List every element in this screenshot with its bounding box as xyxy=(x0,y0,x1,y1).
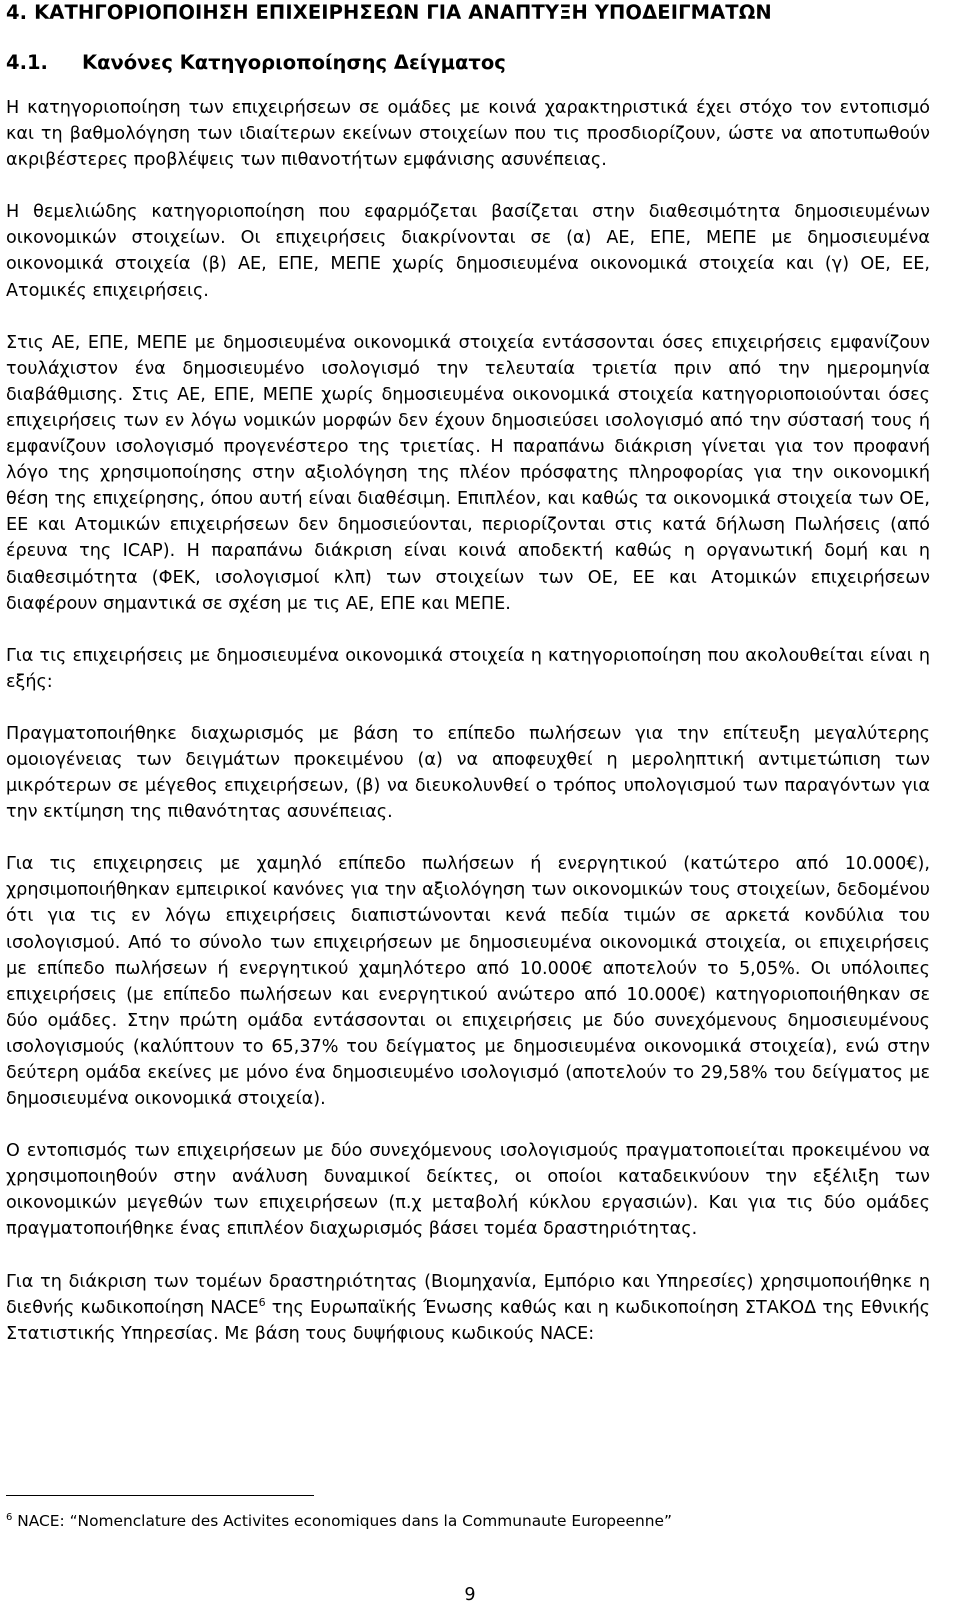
paragraph xyxy=(6,1269,930,1347)
paragraph: Η θεμελιώδης κατηγοριοποίηση που εφαρμόζεται βασίζεται στην διαθεσιμότητα δημοσιευμένων οικονομικών στοιχείων. Οι επιχειρήσεις διακρίνονται σε (α) ΑΕ, ΕΠΕ, ΜΕΠΕ με δημοσιευμένα οικονομικά στοιχεία (β) ΑΕ, ΕΠΕ, ΜΕΠΕ χωρίς δημοσιευμένα οικονομικά στοιχεία και (γ) ΟΕ, ΕΕ, Ατομικές επιχειρήσεις. xyxy=(6,202,930,301)
paragraph: Για τις επιχειρησεις με χαμηλό επίπεδο πωλήσεων ή ενεργητικού (κατώτερο από 10.000€), χρησιμοποιήθηκαν εμπειρικοί κανόνες για την αξιολόγηση των οικονομικών τους στοιχείων, δεδομένου ότι για τις εν λόγω επιχειρήσεις διαπιστώνονται κενά πεδία τιμών σε αρκετά κονδύλια του ισολογισμού. Από το σύνολο των επιχειρήσεων με δημοσιευμένα οικονομικά στοιχεία, οι επιχειρήσεις με επίπεδο πωλήσεων ή ενεργητικού χαμηλότερο από 10.000€ αποτελούν το 5,05%. Οι υπόλοιπες επιχειρήσεις (με επίπεδο πωλήσεων και ενεργητικού ανώτερο από 10.000€) κατηγοριοποιήθηκαν σε δύο ομάδες. Στην πρώτη ομάδα εντάσσονται οι επιχειρήσεις με δύο συνεχόμενους δημοσιευμένους ισολογισμούς (καλύπτουν το 65,37% του δείγματος με δημοσιευμένα οικονομικά στοιχεία), ενώ στην δεύτερη ομάδα εκείνες με μόνο ένα δημοσιευμένο ισολογισμό (αποτελούν το 29,58% του δείγματος με δημοσιευμένα οικονομικά στοιχεία). xyxy=(6,854,930,1110)
footnote-reference[interactable]: 6 xyxy=(258,1295,266,1309)
footnote xyxy=(6,1510,672,1532)
subsection-number: 4.1. xyxy=(6,51,48,74)
subsection-title: Κανόνες Κατηγοριοποίησης Δείγματος xyxy=(82,51,506,74)
paragraph-text: Για τη διάκριση των τομέων δραστηριότητας (Βιομηχανία, Εμπόριο και Υπηρεσίες) χρησιμοποιήθηκε η διεθνής κωδικοποίηση NACE xyxy=(6,1271,930,1318)
footnote-text: NACE: “Nomenclature des Activites economiques dans la Communaute Europeenne” xyxy=(12,1512,672,1530)
paragraph-text: της Ευρωπαϊκής Ένωσης καθώς και η κωδικοποίηση ΣΤΑΚΟΔ της Εθνικής Στατιστικής Υπηρεσίας. Με βάση τους δυψήφιους κωδικούς NACE: xyxy=(6,1297,931,1344)
paragraph: Για τις επιχειρήσεις με δημοσιευμένα οικονομικά στοιχεία η κατηγοριοποίηση που ακολουθείται είναι η εξής: xyxy=(6,645,930,692)
section-heading: 4. ΚΑΤΗΓΟΡΙΟΠΟΙΗΣΗ ΕΠΙΧΕΙΡΗΣΕΩΝ ΓΙΑ ΑΝΑΠΤΥΞΗ ΥΠΟΔΕΙΓΜΑΤΩΝ xyxy=(6,1,772,24)
footnote-marker: 6 xyxy=(6,1511,13,1523)
paragraph: Ο εντοπισμός των επιχειρήσεων με δύο συνεχόμενους ισολογισμούς πραγματοποιείται προκειμένου να χρησιμοποιηθούν στην ανάλυση δυναμικοί δείκτες, οι οποίοι καταδεικνύουν την εξέλιξη των οικονομικών μεγεθών των επιχειρήσεων (π.χ μεταβολή κύκλου εργασιών). Και για τις δύο ομάδες πραγματοποιήθηκε ένας επιπλέον διαχωρισμός βάσει τομέα δραστηριότητας. xyxy=(6,1141,930,1240)
paragraph: Η κατηγοριοποίηση των επιχειρήσεων σε ομάδες με κοινά χαρακτηριστικά έχει στόχο τον εντοπισμό και τη βαθμολόγηση των ιδιαίτερων εκείνων στοιχείων που τις προσδιορίζουν, ώστε να αποτυπωθούν ακριβέστερες προβλέψεις των πιθανοτήτων εμφάνισης ασυνέπειας. xyxy=(6,98,930,171)
subsection-heading xyxy=(6,50,506,76)
page-number: 9 xyxy=(464,1585,476,1605)
footnote-separator xyxy=(6,1495,314,1496)
paragraph: Πραγματοποιήθηκε διαχωρισμός με βάση το επίπεδο πωλήσεων για την επίτευξη μεγαλύτερης ομοιογένειας των δειγμάτων προκειμένου (α) να αποφευχθεί η μεροληπτική αντιμετώπιση των μικρότερων σε μέγεθος επιχειρήσεων, (β) να διευκολυνθεί ο τρόπος υπολογισμού των παραγόντων για την εκτίμηση της πιθανότητας ασυνέπειας. xyxy=(6,723,930,823)
paragraph: Στις ΑΕ, ΕΠΕ, ΜΕΠΕ με δημοσιευμένα οικονομικά στοιχεία εντάσσονται όσες επιχειρήσεις εμφανίζουν τουλάχιστον ένα δημοσιευμένο ισολογισμό την τελευταία τριετία πριν από την ημερομηνία διαβάθμισης. Στις ΑΕ, ΕΠΕ, ΜΕΠΕ χωρίς δημοσιευμένα οικονομικά στοιχεία κατηγοριοποιούνται όσες επιχειρήσεις των εν λόγω νομικών μορφών δεν έχουν δημοσιεύσει ισολογισμό από την σύστασή τους ή εμφανίζουν ισολογισμό προγενέστερο της τριετίας. Η παραπάνω διάκριση γίνεται για τον προφανή λόγο της χρησιμοποίησης στην αξιολόγηση της πλέον πρόσφατης πληροφορίας για την οικονομική θέση της επιχείρησης, όπου αυτή είναι διαθέσιμη. Επιπλέον, και καθώς τα οικονομικά στοιχεία των ΟΕ, ΕΕ και Ατομικών επιχειρήσεων δεν δημοσιεύονται, περιορίζονται στις κατά δήλωση Πωλήσεις (από έρευνα της ICAP). Η παραπάνω διάκριση είναι κοινά αποδεκτή καθώς η οργανωτική δομή και η διαθεσιμότητα (ΦΕΚ, ισολογισμοί κλπ) των στοιχείων των ΟΕ, ΕΕ και Ατομικών επιχειρήσεων διαφέρουν σημαντικά σε σχέση με τις ΑΕ, ΕΠΕ και ΜΕΠΕ. xyxy=(6,332,930,614)
body-text xyxy=(6,95,930,1373)
